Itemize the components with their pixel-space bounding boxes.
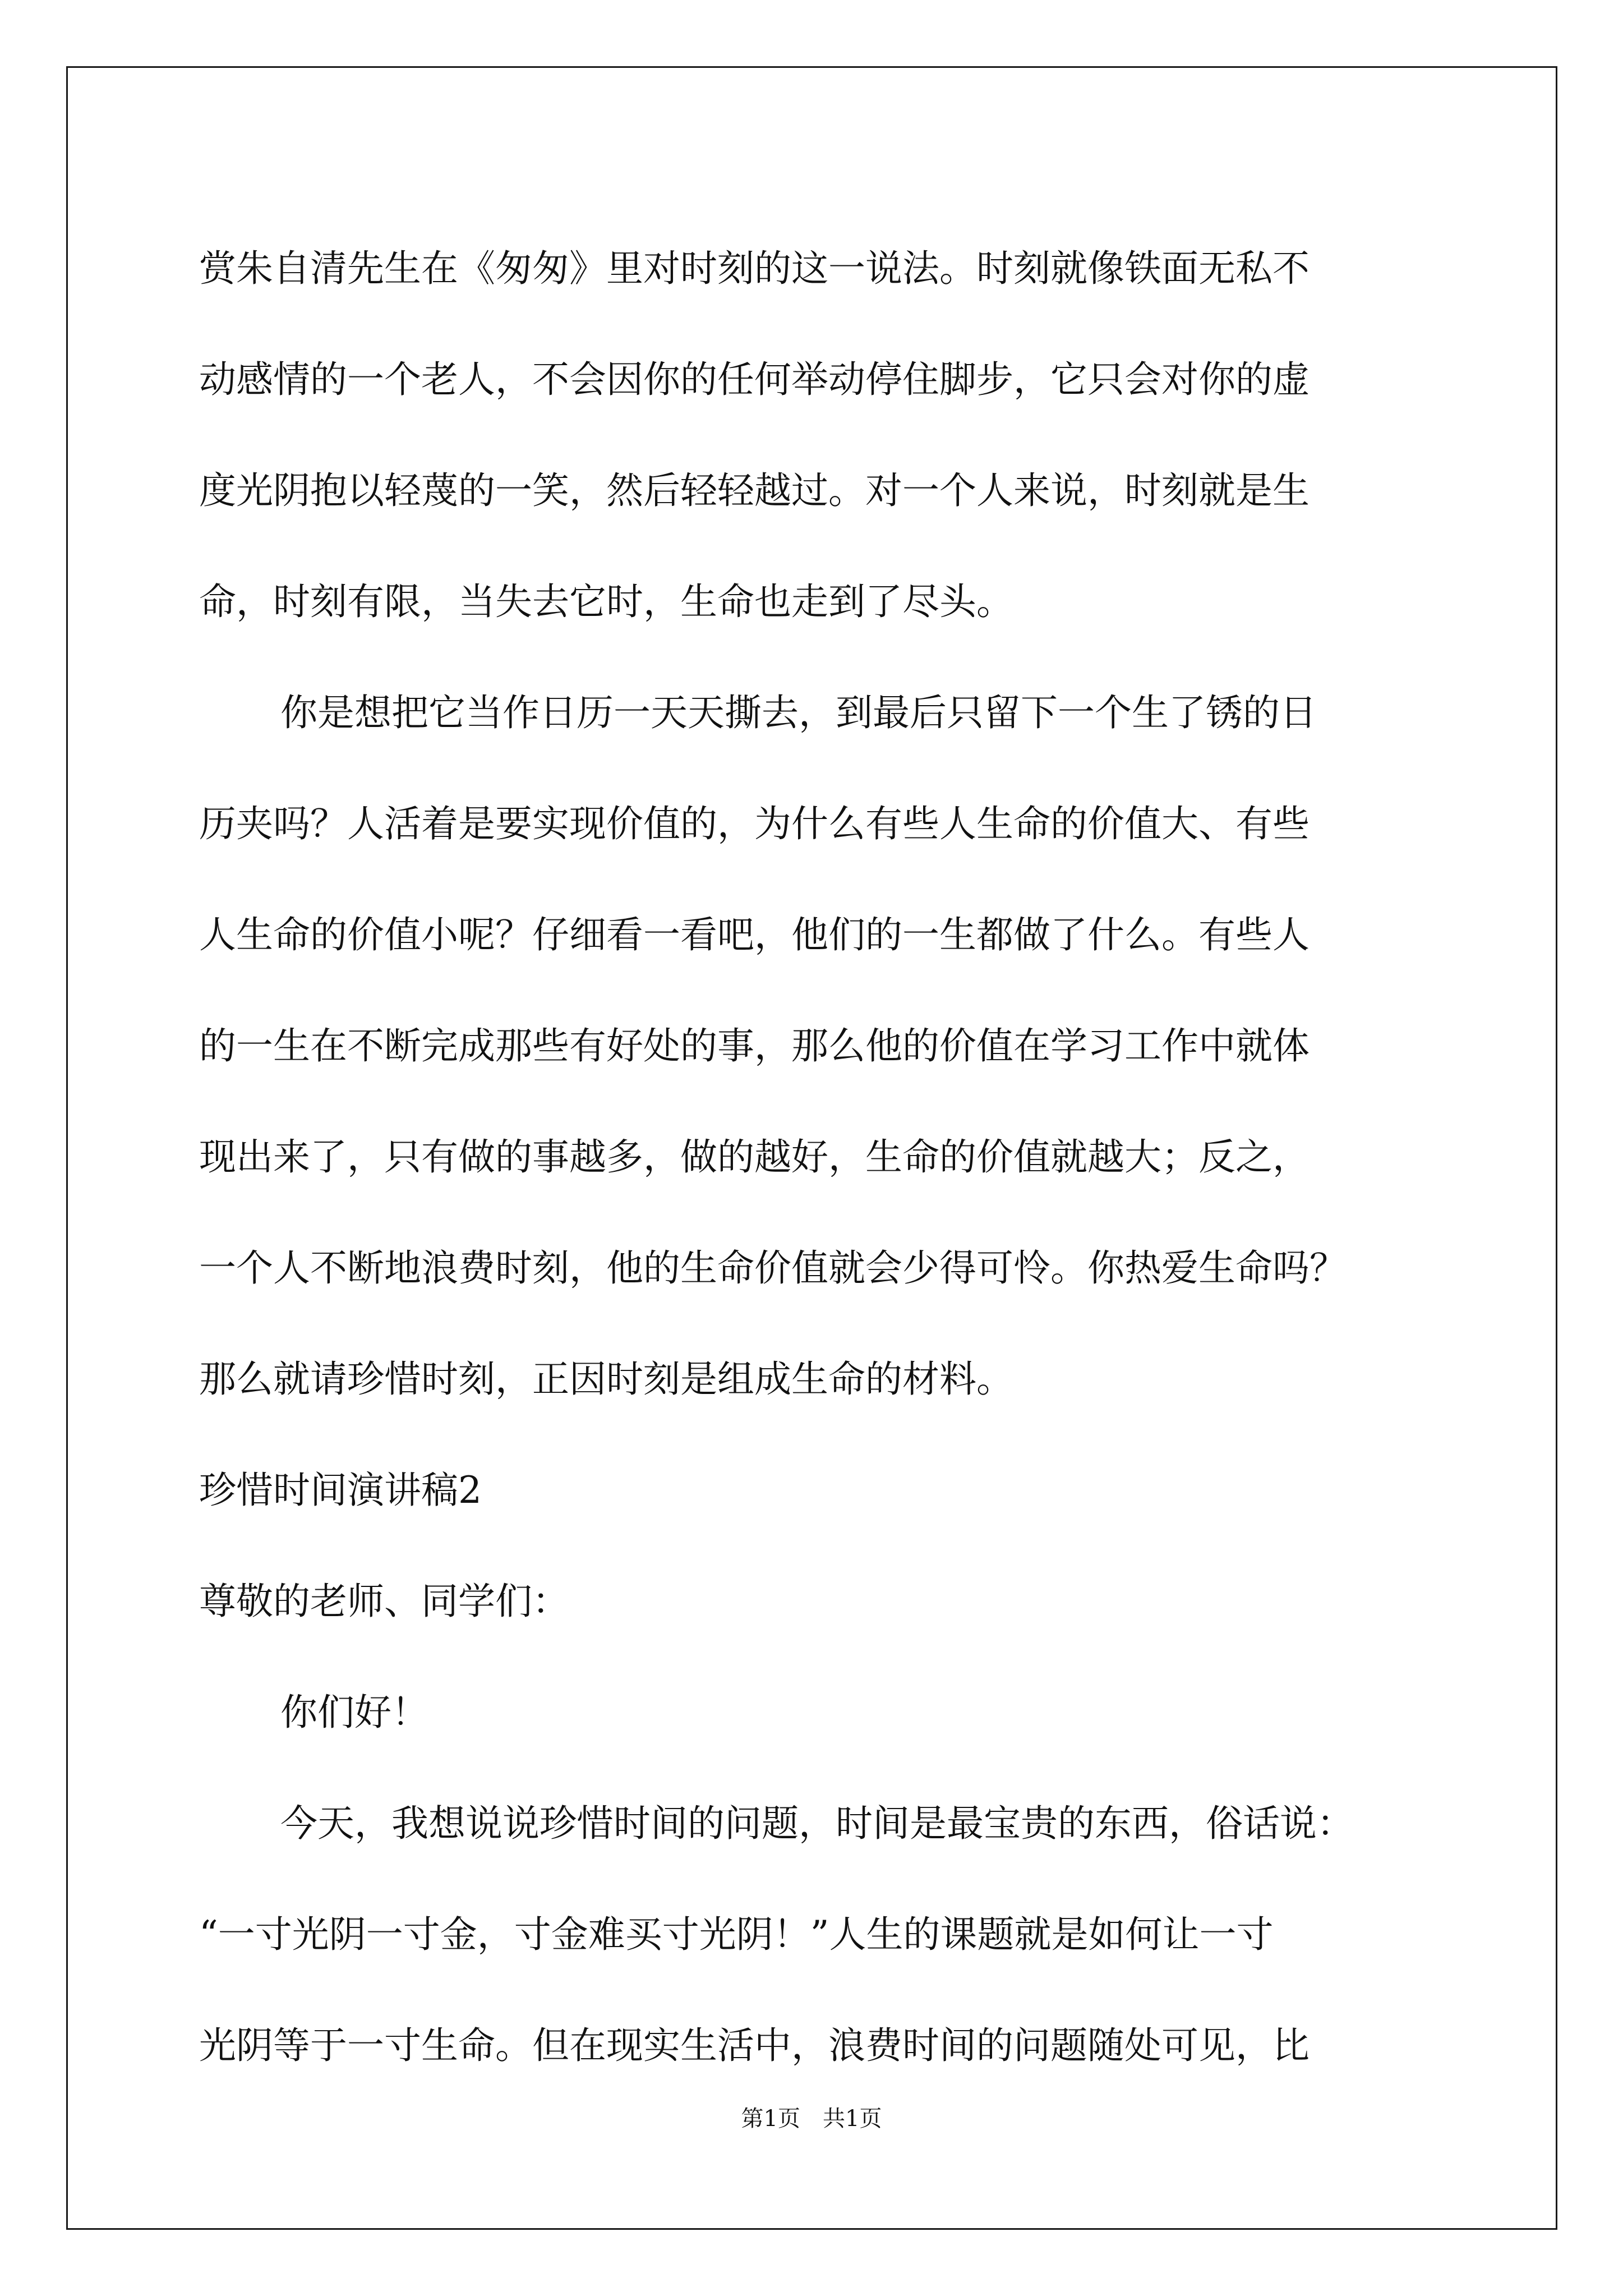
text-line: 人生命的价值小呢？仔细看一看吧，他们的一生都做了什么。有些人 <box>199 913 1310 956</box>
text-line: 命，时刻有限，当失去它时，生命也走到了尽头。 <box>199 580 1013 623</box>
salutation: 尊敬的老师、同学们： <box>199 1580 569 1623</box>
paragraph-start-line: 今天，我想说说珍惜时间的问题，时间是最宝贵的东西，俗话说： <box>280 1802 1354 1845</box>
text-line: 的一生在不断完成那些有好处的事，那么他的价值在学习工作中就体 <box>199 1024 1310 1068</box>
text-line: 那么就请珍惜时刻，正因时刻是组成生命的材料。 <box>199 1358 1013 1401</box>
page-number: 第1页 共1页 <box>741 2106 882 2132</box>
text-line: 赏朱自清先生在《匆匆》里对时刻的这一说法。时刻就像铁面无私不 <box>199 247 1310 290</box>
text-line: 一个人不断地浪费时刻，他的生命价值就会少得可怜。你热爱生命吗？ <box>199 1246 1347 1290</box>
text-line: “一寸光阴一寸金，寸金难买寸光阴！”人生的课题就是如何让一寸 <box>199 1913 1274 1956</box>
section-title: 珍惜时间演讲稿2 <box>199 1469 482 1512</box>
text-line: 历夹吗？人活着是要实现价值的，为什么有些人生命的价值大、有些 <box>199 802 1310 845</box>
greeting: 你们好！ <box>280 1691 428 1734</box>
text-line: 度光阴抱以轻蔑的一笑，然后轻轻越过。对一个人来说，时刻就是生 <box>199 469 1310 512</box>
text-line: 现出来了，只有做的事越多，做的越好，生命的价值就越大；反之， <box>199 1135 1310 1179</box>
text-line: 动感情的一个老人，不会因你的任何举动停住脚步，它只会对你的虚 <box>199 358 1310 401</box>
paragraph-start-line: 你是想把它当作日历一天天撕去，到最后只留下一个生了锈的日 <box>280 691 1317 734</box>
document-body <box>199 213 1467 2101</box>
text-line: 光阴等于一寸生命。但在现实生活中，浪费时间的问题随处可见，比 <box>199 2024 1310 2067</box>
